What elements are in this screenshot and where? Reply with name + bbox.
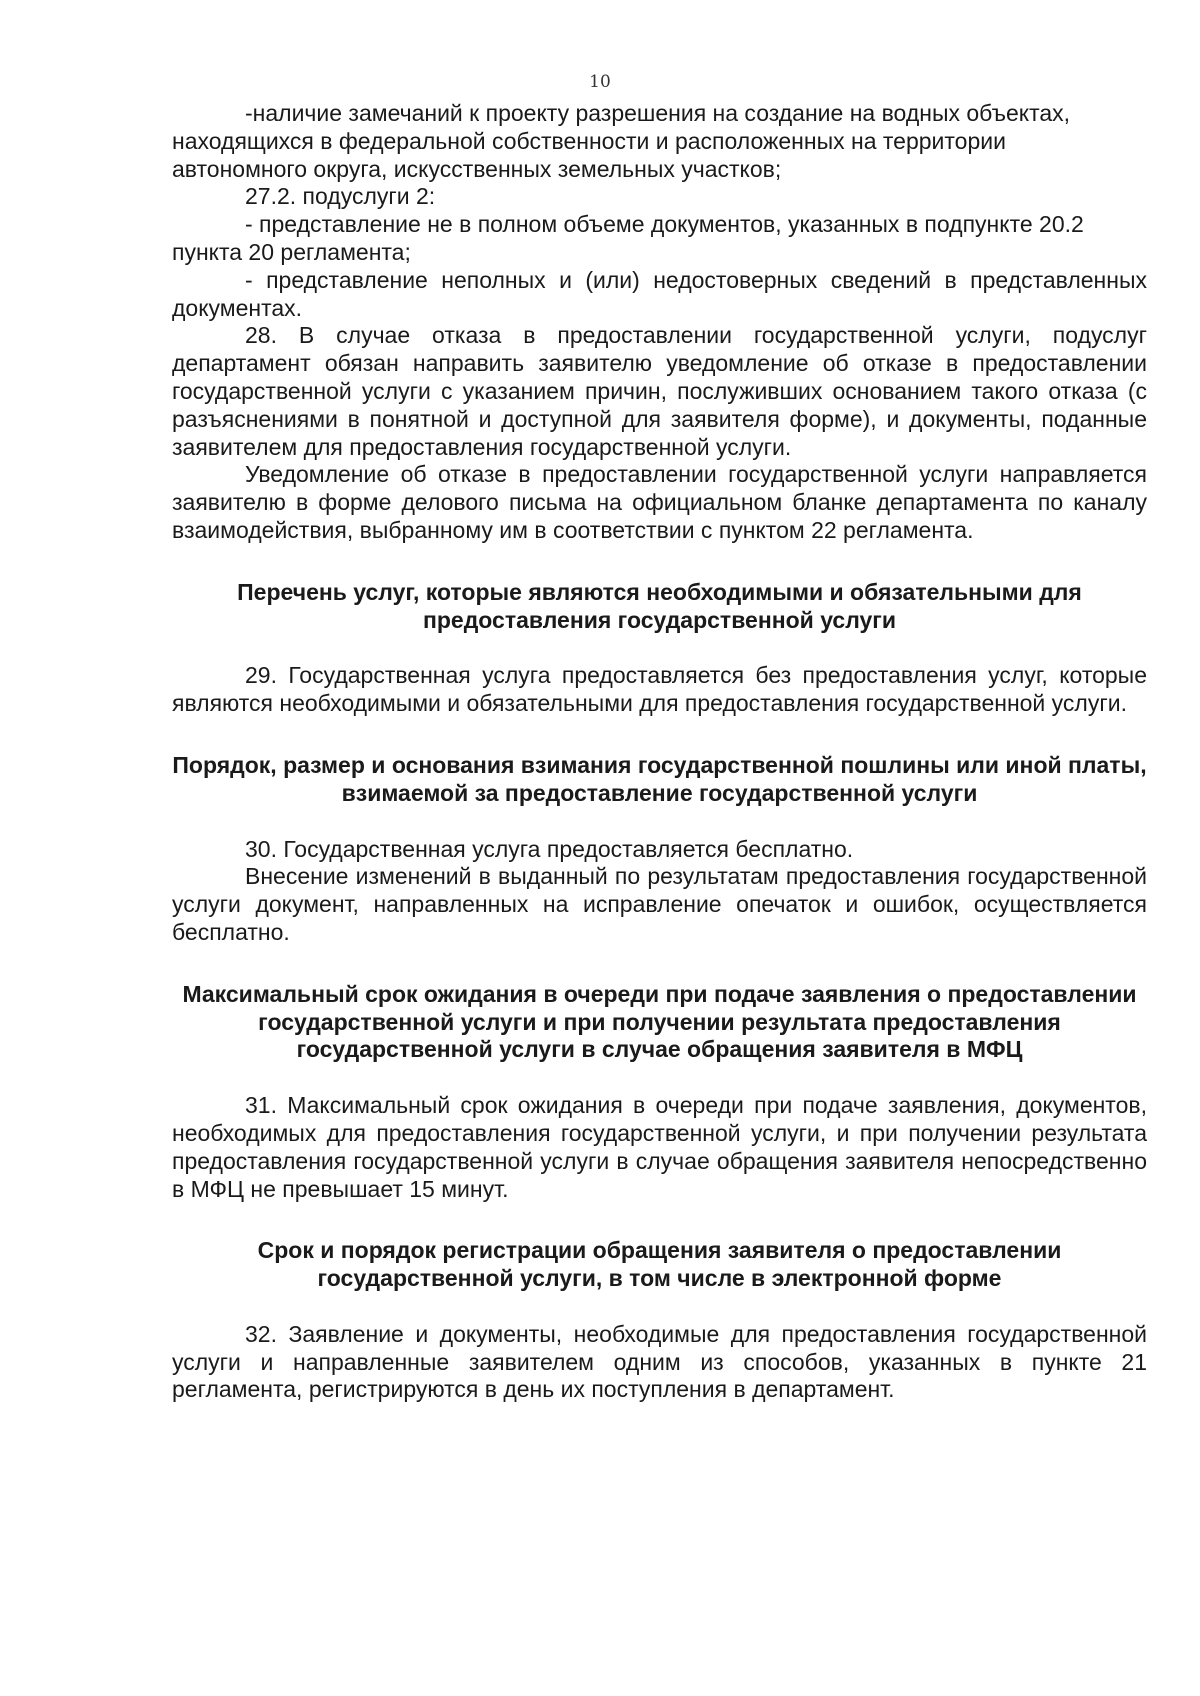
- page-number: 10: [589, 72, 611, 92]
- paragraph-29: 29. Государственная услуга предоставляется без предоставления услуг, которые являются необходимыми и обязательными для предоставления государственной услуги.: [172, 662, 1147, 717]
- paragraph-32: 32. Заявление и документы, необходимые для предоставления государственной услуги и направленные заявителем одним из способов, указанных в пункте 21 регламента, регистрируются в день их поступления в департамент.: [172, 1320, 1147, 1403]
- paragraph-remarks: -наличие замечаний к проекту разрешения на создание на водных объектах, находящихся в федеральной собственности и расположенных на территории автономного округа, искусственных земельных участков;: [172, 100, 1071, 182]
- heading-state-fee: Порядок, размер и основания взимания государственной пошлины или иной платы, взимаемой за предоставление государственной услуги: [172, 751, 1147, 806]
- paragraph-refusal-notice: Уведомление об отказе в предоставлении государственной услуги направляется заявителю в форме делового письма на официальном бланке департамента по каналу взаимодействия, выбранному им в соответствии с пунктом 22 регламента.: [172, 461, 1147, 543]
- paragraph-unreliable-info: - представление неполных и (или) недостоверных сведений в представленных документах.: [172, 266, 1147, 321]
- paragraph-incomplete-documents: - представление не в полном объеме документов, указанных в подпункте 20.2 пункта 20 регламента;: [172, 211, 1084, 265]
- heading-queue-time: Максимальный срок ожидания в очереди при подаче заявления о предоставлении государственной услуги и при получении результата предоставления государственной услуги в случае обращения заявителя в МФЦ: [182, 980, 1137, 1063]
- paragraph-28-refusal: 28. В случае отказа в предоставлении государственной услуги, подуслуг департамент обязан направить заявителю уведомление об отказе в предоставлении государственной услуги с указанием причин, послуживших основанием такого отказа (с разъяснениями в понятной и доступной для заявителя форме), и документы, поданные заявителем для предоставления государственной услуги.: [172, 322, 1147, 460]
- paragraph-31: 31. Максимальный срок ожидания в очереди при подаче заявления, документов, необходимых для предоставления государственной услуги, и при получении результата предоставления государственной услуги в случае обращения заявителя непосредственно в МФЦ не превышает 15 минут.: [172, 1092, 1147, 1202]
- heading-required-services: Перечень услуг, которые являются необходимыми и обязательными для предоставления государственной услуги: [237, 578, 1082, 633]
- paragraph-subservice-2: 27.2. подуслуги 2:: [245, 183, 436, 210]
- document-body: [172, 100, 1147, 1404]
- paragraph-corrections-free: Внесение изменений в выданный по результатам предоставления государственной услуги документ, направленных на исправление опечаток и ошибок, осуществляется бесплатно.: [172, 863, 1147, 945]
- heading-registration: Срок и порядок регистрации обращения заявителя о предоставлении государственной услуги, в том числе в электронной форме: [257, 1237, 1062, 1292]
- paragraph-30: 30. Государственная услуга предоставляется бесплатно.: [245, 835, 854, 862]
